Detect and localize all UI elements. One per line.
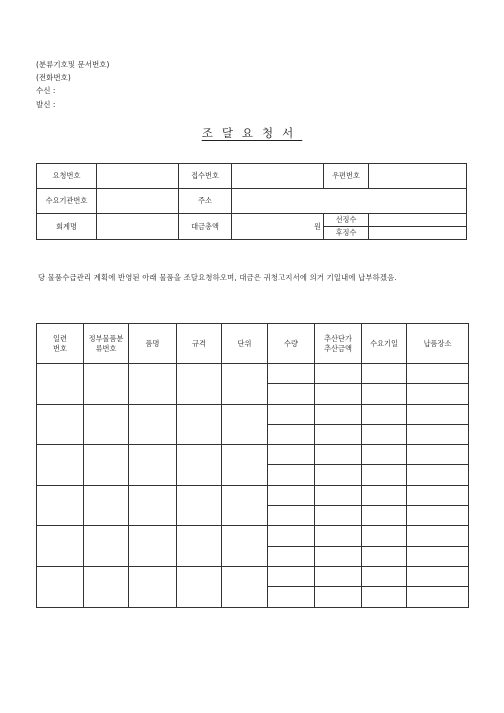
table-row xyxy=(37,445,469,465)
receipt-no-label: 접수번호 xyxy=(179,164,232,189)
doc-code-line: (분류기호및 문서번호) xyxy=(36,60,110,69)
cell-estimate[interactable] xyxy=(315,566,362,586)
cell-quantity[interactable] xyxy=(268,485,315,505)
cell-unit[interactable] xyxy=(222,526,268,567)
cell-item-name[interactable] xyxy=(129,404,177,445)
cell-class-no[interactable] xyxy=(84,526,129,567)
cell-demand-date[interactable] xyxy=(362,485,407,505)
info-table xyxy=(36,163,467,240)
cell-estimate[interactable] xyxy=(315,506,362,526)
table-row xyxy=(37,485,469,505)
cell-serial[interactable] xyxy=(37,445,84,486)
col-spec: 규격 xyxy=(177,324,222,364)
total-price-label: 대금총액 xyxy=(179,214,232,240)
col-demand-date: 수요기일 xyxy=(362,324,407,364)
request-no-value[interactable] xyxy=(97,164,179,189)
cell-demand-date[interactable] xyxy=(362,384,407,404)
item-table-body xyxy=(37,364,469,608)
postal-code-value[interactable] xyxy=(369,164,467,189)
cell-demand-date[interactable] xyxy=(362,587,407,607)
cell-demand-date[interactable] xyxy=(362,526,407,546)
cell-unit[interactable] xyxy=(222,485,268,526)
recipient-line: 수신 : xyxy=(36,86,56,95)
cell-delivery-place[interactable] xyxy=(407,506,469,526)
cell-estimate[interactable] xyxy=(315,424,362,444)
cell-delivery-place[interactable] xyxy=(407,384,469,404)
cell-estimate[interactable] xyxy=(315,485,362,505)
cell-quantity[interactable] xyxy=(268,506,315,526)
cell-delivery-place[interactable] xyxy=(407,465,469,485)
won-unit: 원 xyxy=(314,221,321,231)
cell-estimate[interactable] xyxy=(315,546,362,566)
cell-estimate[interactable] xyxy=(315,384,362,404)
cell-demand-date[interactable] xyxy=(362,566,407,586)
col-item-name: 품명 xyxy=(129,324,177,364)
cell-demand-date[interactable] xyxy=(362,546,407,566)
prepaid-label: 선징수 xyxy=(324,214,369,227)
page-title: 조달요청서 xyxy=(201,126,303,140)
cell-delivery-place[interactable] xyxy=(407,587,469,607)
cell-unit[interactable] xyxy=(222,445,268,486)
request-statement: 당 물품수급관리 계획에 반영된 아래 물품을 조달요청하오며, 대금은 귀청고지서에 의거 기일내에 납부하겠음. xyxy=(38,273,397,282)
cell-delivery-place[interactable] xyxy=(407,526,469,546)
cell-serial[interactable] xyxy=(37,566,84,607)
col-class-no: 정부물품분 류번호 xyxy=(84,324,129,364)
cell-quantity[interactable] xyxy=(268,384,315,404)
cell-class-no[interactable] xyxy=(84,445,129,486)
cell-quantity[interactable] xyxy=(268,364,315,384)
cell-item-name[interactable] xyxy=(129,566,177,607)
cell-class-no[interactable] xyxy=(84,364,129,405)
cell-delivery-place[interactable] xyxy=(407,485,469,505)
cell-quantity[interactable] xyxy=(268,566,315,586)
col-estimate: 추산단가 추산금액 xyxy=(315,324,362,364)
cell-spec[interactable] xyxy=(177,526,222,567)
prepaid-value[interactable] xyxy=(369,214,467,227)
cell-item-name[interactable] xyxy=(129,445,177,486)
cell-demand-date[interactable] xyxy=(362,465,407,485)
sender-line: 발신 : xyxy=(36,100,56,109)
cell-unit[interactable] xyxy=(222,364,268,405)
cell-delivery-place[interactable] xyxy=(407,424,469,444)
cell-estimate[interactable] xyxy=(315,445,362,465)
cell-demand-date[interactable] xyxy=(362,364,407,384)
cell-spec[interactable] xyxy=(177,566,222,607)
cell-estimate[interactable] xyxy=(315,465,362,485)
cell-class-no[interactable] xyxy=(84,566,129,607)
cell-serial[interactable] xyxy=(37,364,84,405)
table-row xyxy=(37,404,469,424)
cell-item-name[interactable] xyxy=(129,364,177,405)
cell-spec[interactable] xyxy=(177,445,222,486)
cell-quantity[interactable] xyxy=(268,465,315,485)
cell-spec[interactable] xyxy=(177,404,222,445)
cell-estimate[interactable] xyxy=(315,587,362,607)
cell-unit[interactable] xyxy=(222,404,268,445)
receipt-no-value[interactable] xyxy=(232,164,324,189)
account-name-label: 회계명 xyxy=(37,214,97,240)
cell-estimate[interactable] xyxy=(315,364,362,384)
cell-item-name[interactable] xyxy=(129,485,177,526)
col-delivery-place: 납품장소 xyxy=(407,324,469,364)
cell-demand-date[interactable] xyxy=(362,445,407,465)
address-value[interactable] xyxy=(232,189,467,214)
cell-class-no[interactable] xyxy=(84,485,129,526)
cell-spec[interactable] xyxy=(177,364,222,405)
cell-item-name[interactable] xyxy=(129,526,177,567)
postpaid-label: 후징수 xyxy=(324,227,369,240)
col-serial-no: 일련 번호 xyxy=(37,324,84,364)
cell-quantity[interactable] xyxy=(268,424,315,444)
cell-unit[interactable] xyxy=(222,566,268,607)
cell-delivery-place[interactable] xyxy=(407,404,469,424)
address-label: 주소 xyxy=(179,189,232,214)
demand-agency-no-value[interactable] xyxy=(97,189,179,214)
cell-serial[interactable] xyxy=(37,404,84,445)
postal-code-label: 우편번호 xyxy=(324,164,369,189)
cell-quantity[interactable] xyxy=(268,546,315,566)
phone-line: (전화번호) xyxy=(36,73,71,82)
cell-estimate[interactable] xyxy=(315,404,362,424)
col-unit: 단위 xyxy=(222,324,268,364)
cell-quantity[interactable] xyxy=(268,587,315,607)
demand-agency-no-label: 수요기관번호 xyxy=(37,189,97,214)
cell-demand-date[interactable] xyxy=(362,424,407,444)
cell-demand-date[interactable] xyxy=(362,506,407,526)
cell-class-no[interactable] xyxy=(84,404,129,445)
postpaid-value[interactable] xyxy=(369,227,467,240)
cell-quantity[interactable] xyxy=(268,445,315,465)
cell-serial[interactable] xyxy=(37,526,84,567)
cell-serial[interactable] xyxy=(37,485,84,526)
cell-demand-date[interactable] xyxy=(362,404,407,424)
table-row xyxy=(37,526,469,546)
table-row xyxy=(37,566,469,586)
cell-spec[interactable] xyxy=(177,485,222,526)
cell-delivery-place[interactable] xyxy=(407,364,469,384)
table-row xyxy=(37,364,469,384)
cell-delivery-place[interactable] xyxy=(407,546,469,566)
col-quantity: 수량 xyxy=(268,324,315,364)
cell-quantity[interactable] xyxy=(268,526,315,546)
total-price-value[interactable] xyxy=(232,214,324,240)
cell-delivery-place[interactable] xyxy=(407,445,469,465)
request-no-label: 요청번호 xyxy=(37,164,97,189)
cell-delivery-place[interactable] xyxy=(407,566,469,586)
cell-quantity[interactable] xyxy=(268,404,315,424)
account-name-value[interactable] xyxy=(97,214,179,240)
item-table xyxy=(36,323,469,608)
cell-estimate[interactable] xyxy=(315,526,362,546)
